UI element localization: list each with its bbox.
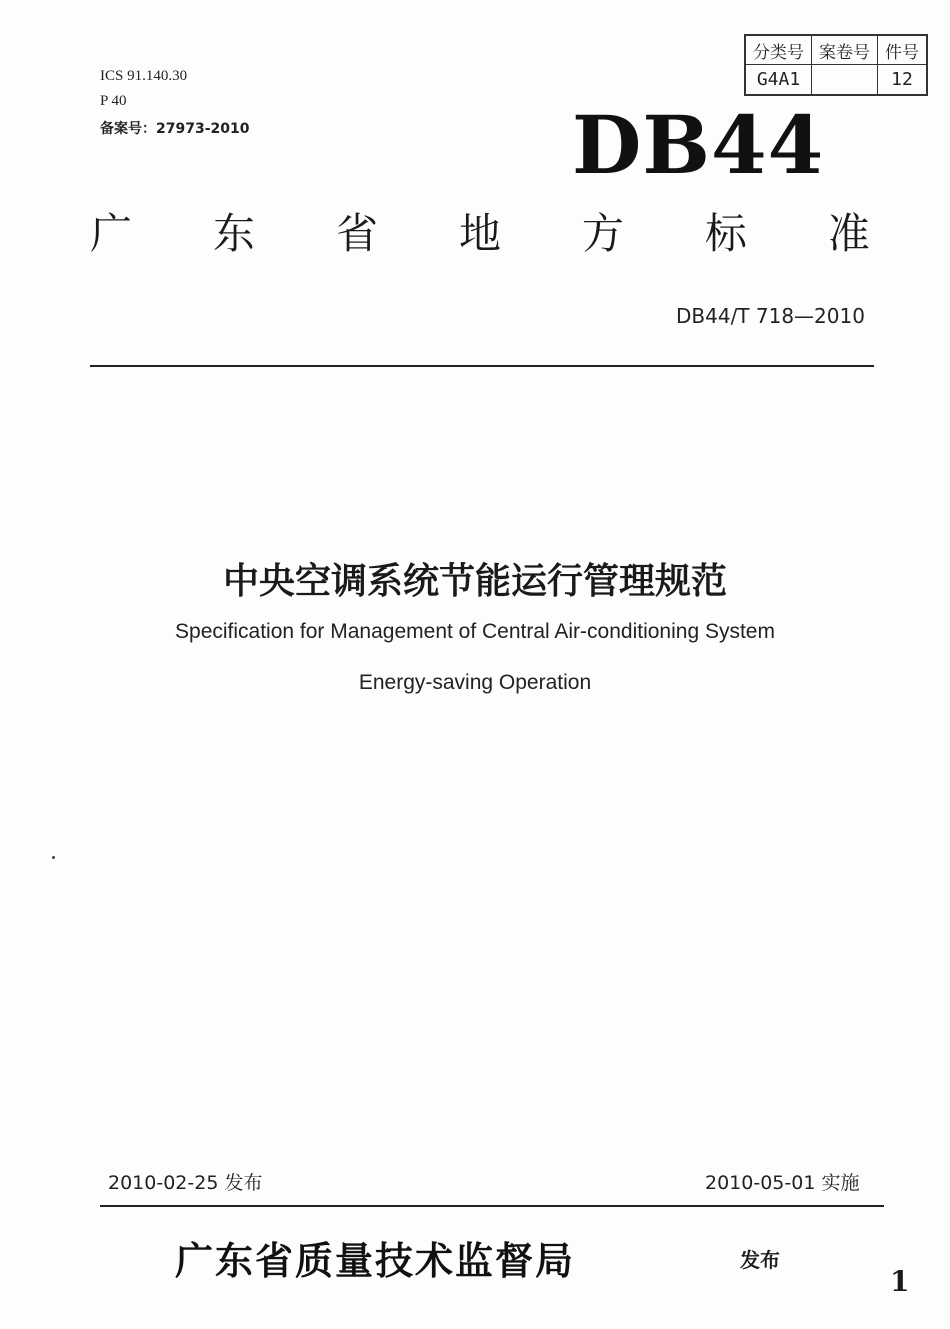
- standard-type-char: 广: [90, 209, 133, 258]
- document-title-zh: 中央空调系统节能运行管理规范: [222, 561, 727, 602]
- ics-code: ICS 91.140.30: [100, 68, 188, 84]
- stamp-value-file: [812, 65, 878, 94]
- archive-stamp: [744, 34, 928, 96]
- document-title-en-line1: Specification for Management of Central Air-conditioning System: [175, 620, 775, 643]
- standard-logo: DB44: [572, 98, 825, 192]
- standard-type-char: 省: [335, 209, 378, 258]
- ccs-code: P 40: [100, 93, 127, 109]
- document-title-en-line2: Energy-saving Operation: [358, 671, 592, 694]
- stamp-header-item: 件号: [878, 36, 926, 65]
- standard-number: DB44/T 718—2010: [676, 304, 865, 328]
- issue-label: 发布: [740, 1248, 780, 1272]
- standard-type-char: 准: [827, 209, 870, 258]
- stamp-header-file: 案卷号: [812, 36, 878, 65]
- stamp-header-category: 分类号: [746, 36, 812, 65]
- header-divider: [90, 365, 874, 367]
- standard-type-char: 方: [581, 209, 624, 258]
- standard-type-char: 地: [458, 209, 501, 258]
- stamp-value-item: 12: [891, 69, 913, 90]
- scan-speck: [52, 856, 55, 859]
- page-number: 1: [890, 1265, 910, 1298]
- stamp-value-category: G4A1: [746, 65, 812, 94]
- footer-divider: [100, 1205, 884, 1207]
- standard-type-char: 东: [212, 209, 255, 258]
- issue-date: 2010-02-25 发布: [108, 1172, 263, 1194]
- record-number: 备案号：27973-2010: [100, 121, 250, 137]
- standard-type-char: 标: [704, 209, 747, 258]
- implement-date: 2010-05-01 实施: [705, 1172, 860, 1194]
- issuing-authority: 广东省质量技术监督局: [175, 1238, 576, 1283]
- standard-type-title: [90, 209, 870, 258]
